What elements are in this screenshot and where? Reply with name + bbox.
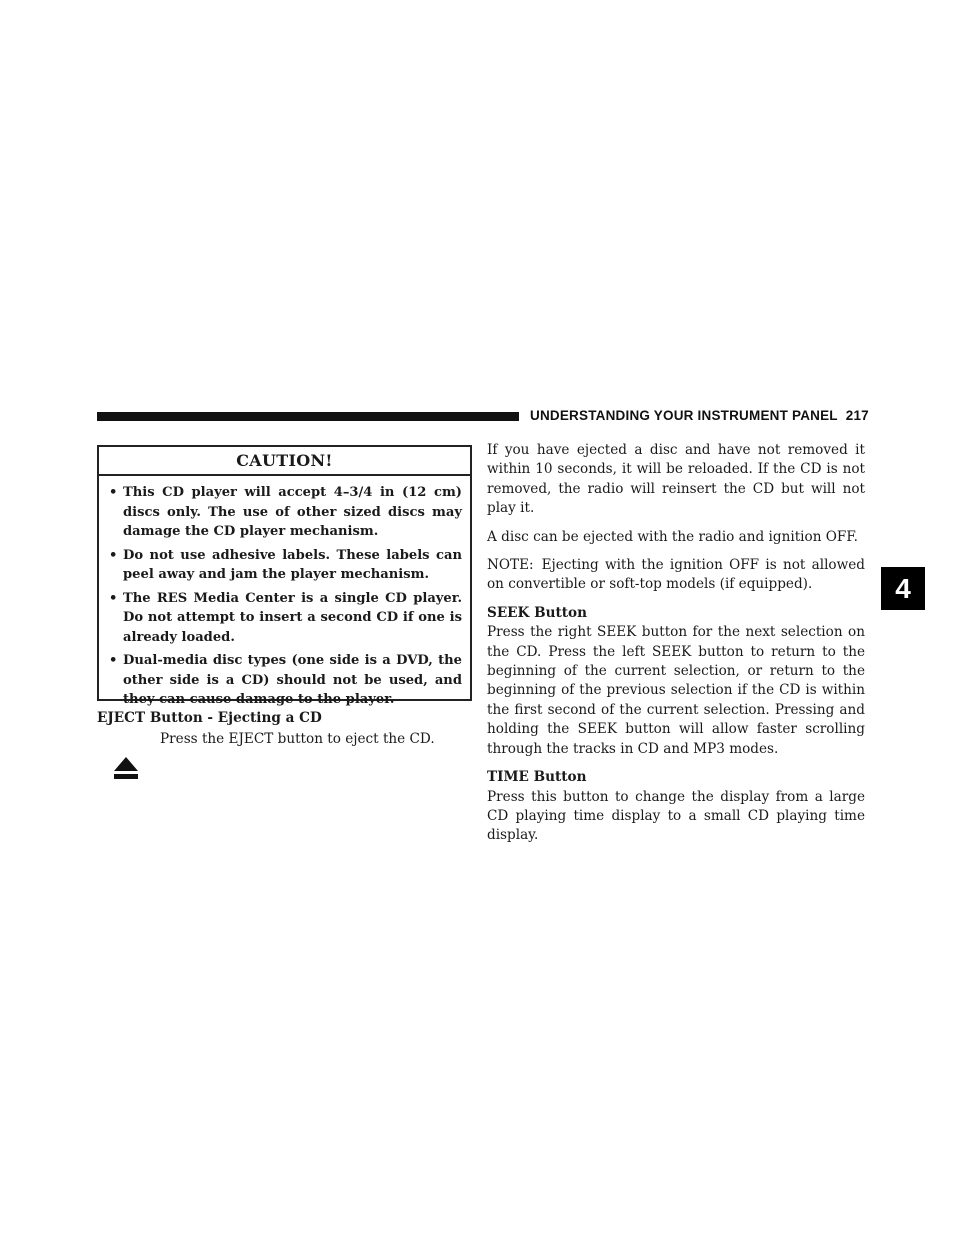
eject-body: Press the EJECT button to eject the CD.	[160, 731, 435, 747]
eject-icon	[113, 756, 139, 780]
caution-list	[99, 476, 470, 710]
page-number: 217	[845, 408, 869, 423]
running-header	[530, 408, 869, 423]
eject-heading: EJECT Button - Ejecting a CD	[97, 710, 322, 726]
note-text: Ejecting with the ignition OFF is not allowed on convertible or soft-top models (if equipped).	[487, 557, 865, 593]
caution-title: CAUTION!	[99, 447, 470, 476]
bullet: •	[109, 590, 118, 606]
reload-paragraph: If you have ejected a disc and have not removed it within 10 seconds, it will be reloaded. If the CD is not removed, the radio will reinsert the CD but will not play it.	[487, 442, 865, 517]
bullet: •	[109, 547, 118, 563]
bullet: •	[109, 653, 118, 668]
time-body: Press this button to change the display from a large CD playing time display to a small CD playing time display.	[487, 788, 865, 844]
time-heading: TIME Button	[487, 769, 587, 786]
caution-box	[97, 445, 472, 707]
note-label: NOTE:	[487, 557, 534, 574]
section-title: UNDERSTANDING YOUR INSTRUMENT PANEL	[530, 408, 838, 423]
chapter-tab: 4	[881, 567, 925, 610]
header-rule	[97, 412, 519, 421]
caution-item: • Do not use adhesive labels. These labels can peel away and jam the player mechanism.	[109, 547, 462, 582]
note-paragraph	[487, 556, 865, 595]
ignition-paragraph: A disc can be ejected with the radio and ignition OFF.	[487, 528, 858, 545]
caution-item: • Dual-media disc types (one side is a DVD, the other side is a CD) should not be used, and they can cause damage to the player.	[109, 653, 462, 707]
caution-item: • This CD player will accept 4–3/4 in (12 cm) discs only. The use of other sized discs may damage the CD player mechanism.	[109, 485, 462, 539]
right-column	[487, 441, 865, 855]
seek-body: Press the right SEEK button for the next selection on the CD. Press the left SEEK button to return to the beginning of the current selection, or return to the beginning of the previous selection if the CD is within the first second of the current selection. Pressing and holding the SEEK button will allow faster scrolling through the tracks in CD and MP3 modes.	[487, 624, 865, 757]
seek-heading: SEEK Button	[487, 604, 587, 621]
bullet: •	[109, 485, 118, 500]
caution-item: • The RES Media Center is a single CD player. Do not attempt to insert a second CD if one is already loaded.	[109, 590, 462, 645]
